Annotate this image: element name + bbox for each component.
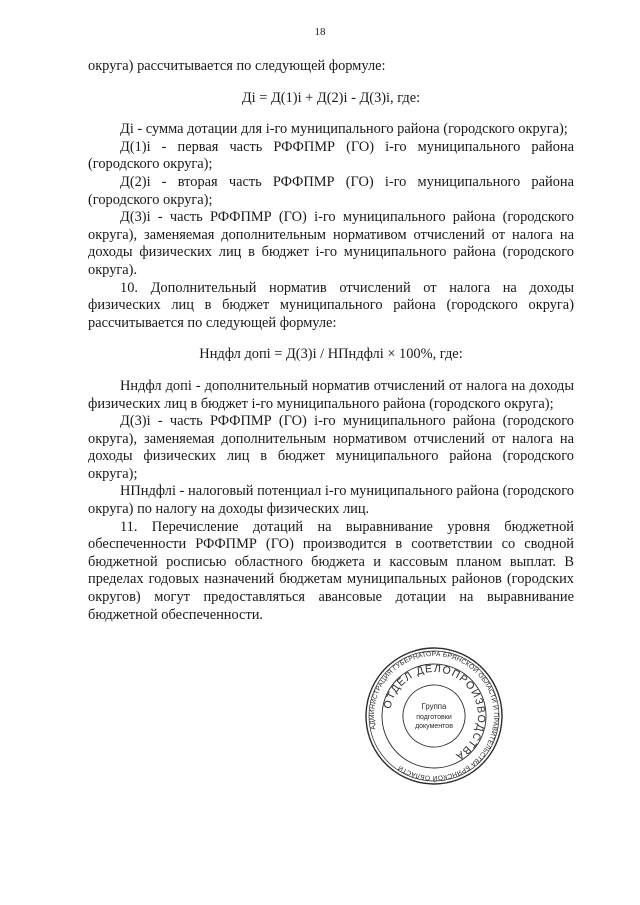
intro-line: округа) рассчитывается по следующей формуле: (88, 58, 386, 74)
definition-np: НПндфлi - налоговый потенциал i-го муниципального района (городского округа) по налогу на доходы физических лиц. (88, 483, 574, 518)
definition-d1: Д(1)i - первая часть РФФПМР (ГО) i-го муниципального района (городского округа); (88, 138, 574, 173)
definition-d2: Д(2)i - вторая часть РФФПМР (ГО) i-го муниципального района (городского округа); (88, 173, 574, 208)
definition-nndfl: Нндфл допi - дополнительный норматив отчислений от налога на доходы физических лиц в бюджет i-го муниципального района (городского округа); (88, 377, 574, 412)
stamp-center-line-3: документов (415, 723, 453, 730)
stamp-seal-icon (364, 646, 504, 786)
stamp-center-line-1: Группа (421, 702, 447, 711)
stamp-outer-text: АДМИНИСТРАЦИЯ ГУБЕРНАТОРА БРЯНСКОЙ ОБЛАСТИ И ПРАВИТЕЛЬСТВА БРЯНСКОЙ ОБЛАСТИ (368, 650, 500, 782)
definition-di: Дi - сумма дотации для i-го муниципального района (городского округа); (120, 121, 568, 138)
definition-d3-second: Д(3)i - часть РФФПМР (ГО) i-го муниципального района (городского округа), заменяемая дополнительным нормативом отчислений от налога на доходы физических лиц в бюджет муниципального района (городского округа); (88, 413, 574, 482)
stamp-ring-text: ОТДЕЛ ДЕЛОПРОИЗВОДСТВА (381, 662, 488, 763)
page-number: 18 (314, 26, 326, 38)
paragraph-11: 11. Перечисление дотаций на выравнивание уровня бюджетной обеспеченности РФФПМР (ГО) производится в соответствии со сводной бюджетной росписью областного бюджета и кассовым планом выплат. В пределах годовых назначений бюджетам муниципальных районов (городских округов) могут предоставляться авансовые дотации на выравнивание бюджетной обеспеченности. (88, 518, 574, 623)
formula-subsidy: Дi = Д(1)i + Д(2)i - Д(3)i, где: (241, 89, 421, 106)
formula-norm: Нндфл допi = Д(3)i / НПндфлi × 100%, где: (199, 346, 463, 363)
office-stamp (364, 646, 504, 786)
paragraph-10: 10. Дополнительный норматив отчислений от налога на доходы физических лиц в бюджет муниципального района (городского округа) рассчитывается по следующей формуле: (88, 279, 574, 331)
definition-d3: Д(3)i - часть РФФПМР (ГО) i-го муниципального района (городского округа), заменяемая дополнительным нормативом отчислений от налога на доходы физических лиц в бюджет i-го муниципального района (городского округа). (88, 209, 574, 278)
stamp-center-line-2: подготовки (416, 714, 452, 721)
document-body (88, 58, 574, 624)
